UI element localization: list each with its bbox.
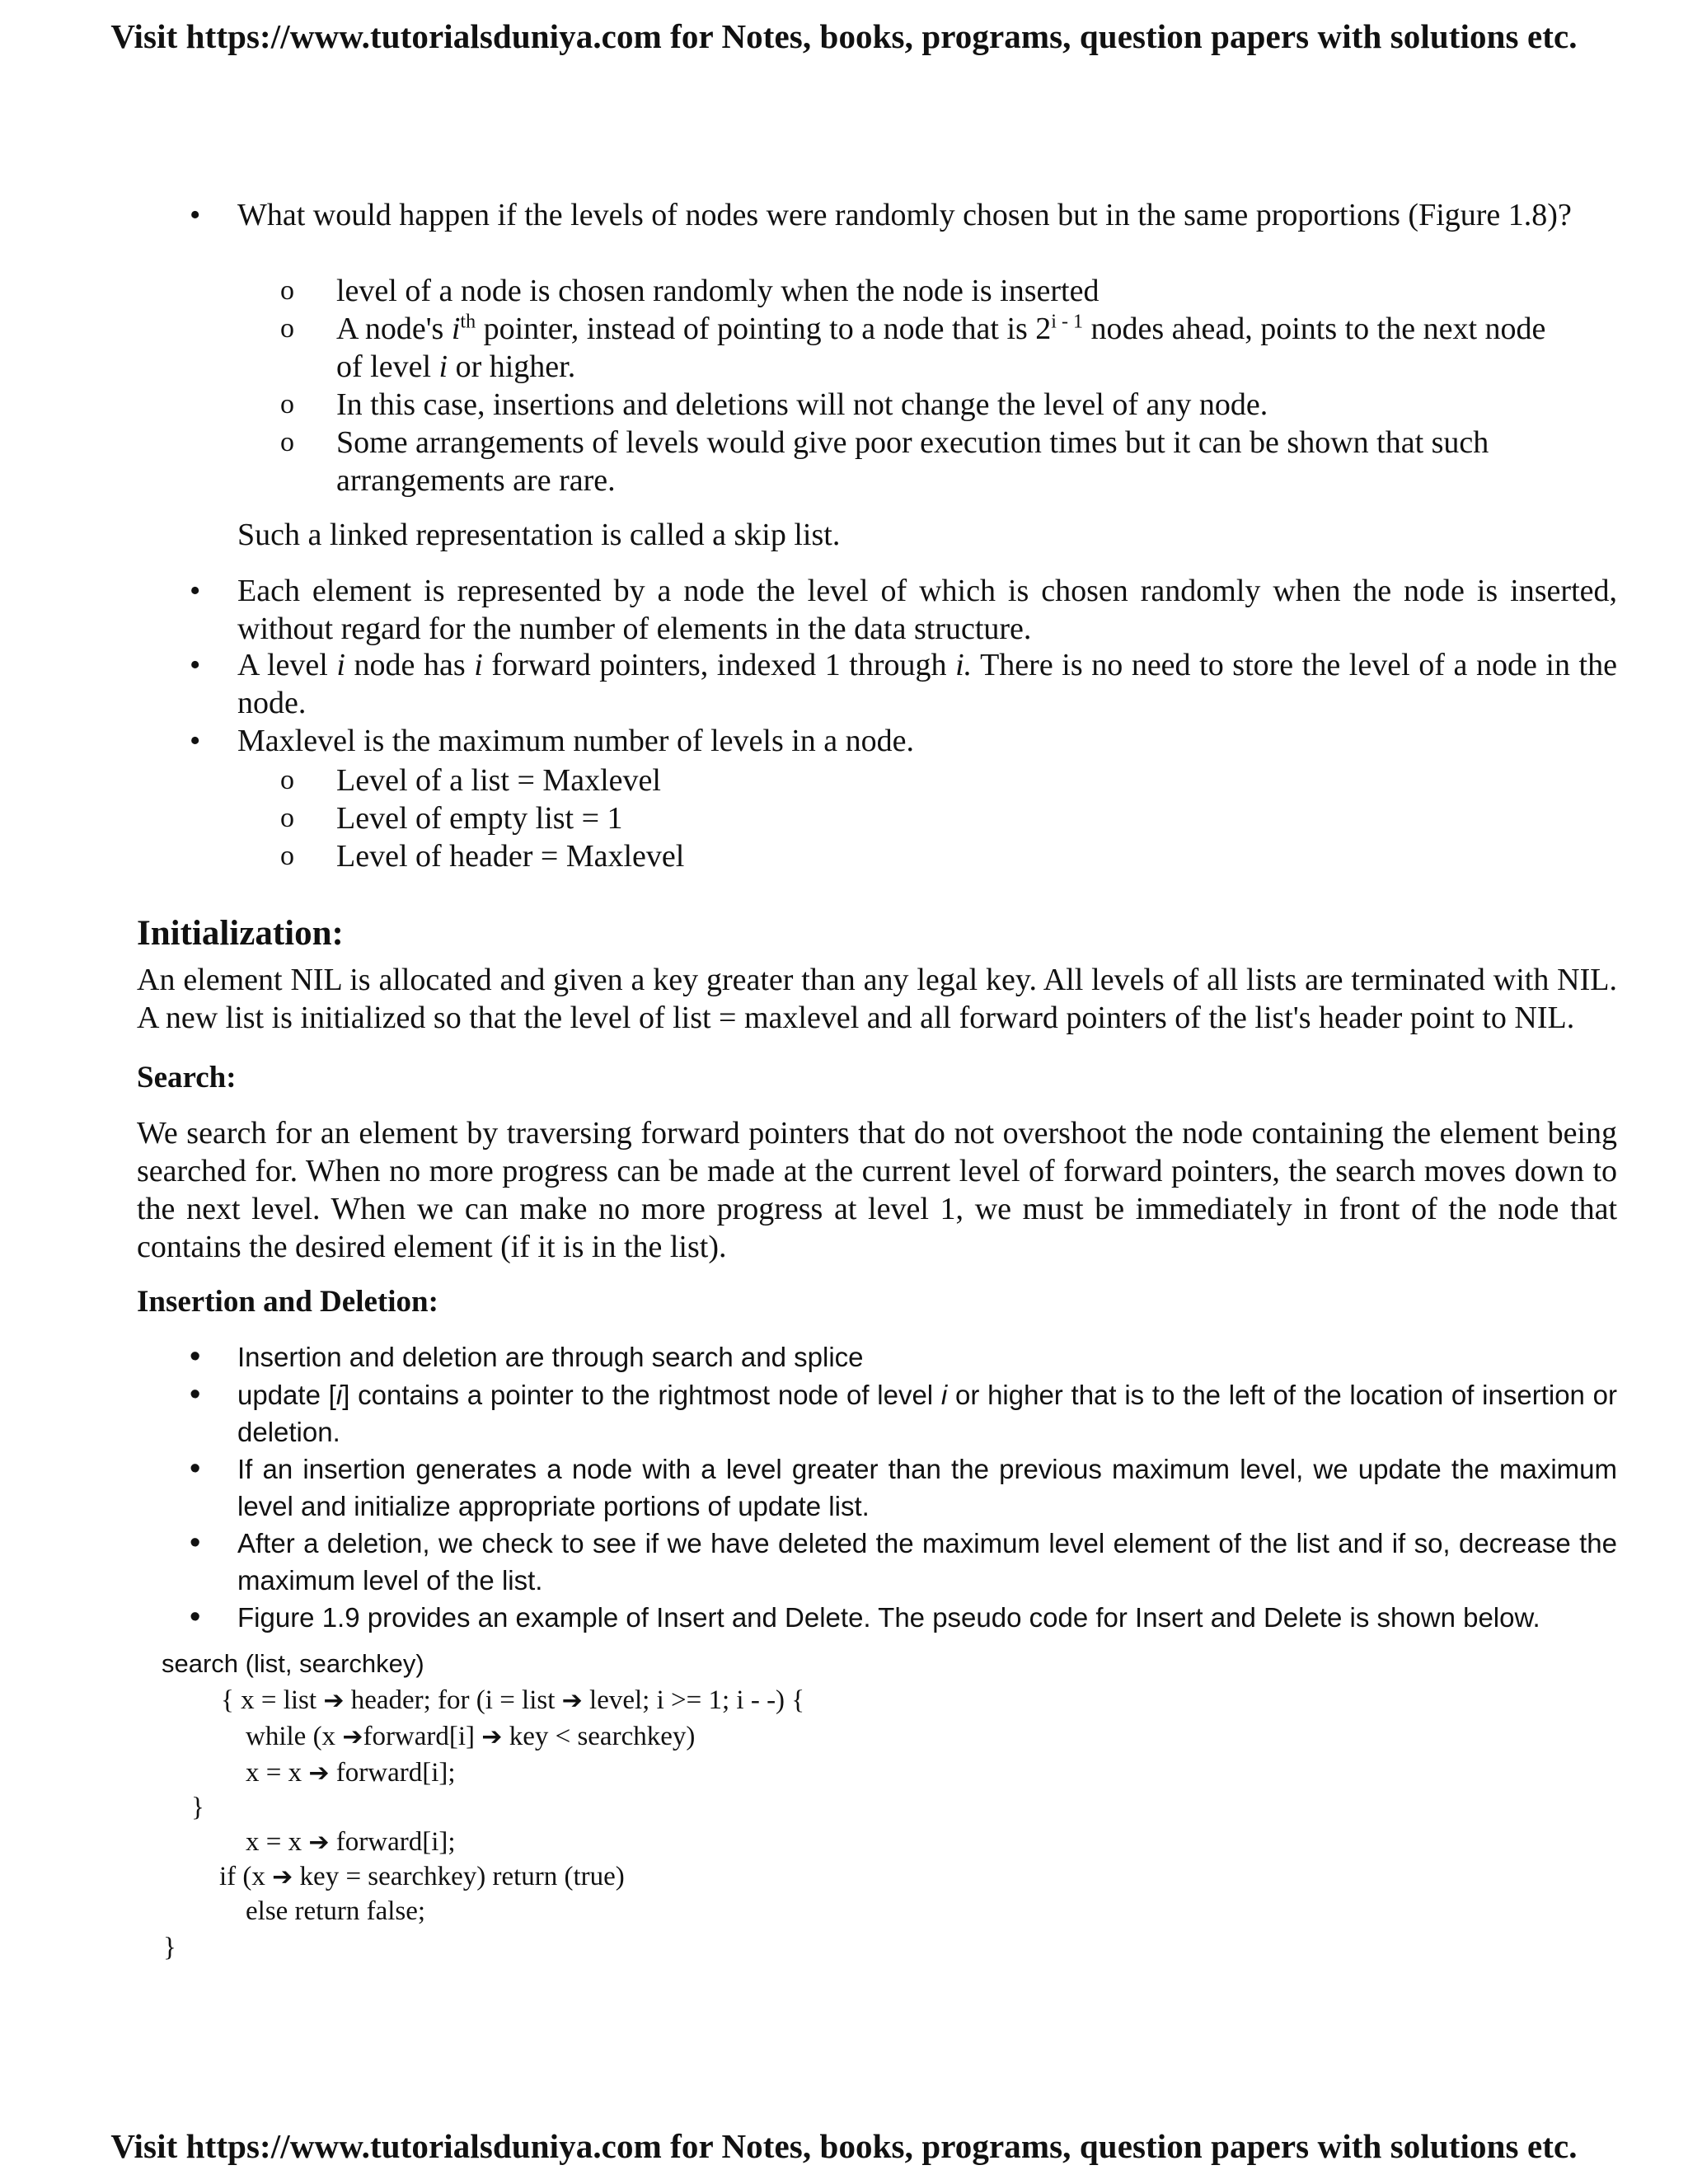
sub-bullet-circle: o [280, 313, 294, 344]
arrow-icon: ➔ [272, 1863, 293, 1891]
code-line-final-advance: x = x ➔ forward[i]; [246, 1827, 456, 1857]
bullet-question [137, 196, 1617, 275]
sub-bullet-circle: o [280, 275, 294, 306]
heading-initialization: Initialization: [137, 914, 344, 953]
paragraph-initialization: An element NIL is allocated and given a key greater than any legal key. All levels of all lists are terminated with NIL. A new list is initialized so that the level of list = maxlevel and all forward pointers of the list's header point to NIL. [137, 963, 1617, 1035]
arrow-icon: ➔ [323, 1686, 345, 1715]
code-line-close-loop: } [191, 1793, 204, 1822]
code-line-close-function: } [163, 1933, 176, 1962]
arrow-icon: ➔ [481, 1722, 503, 1751]
code-line-if: if (x ➔ key = searchkey) return (true) [219, 1862, 625, 1891]
skip-list-definition: Such a linked representation is called a skip list. [237, 518, 841, 552]
bullet-dot: • [190, 198, 201, 232]
footer-banner: Visit https://www.tutorialsduniya.com for Notes, books, programs, question papers with solutions etc. [110, 2127, 1578, 2165]
paragraph-search: We search for an element by traversing forward pointers that do not overshoot the node containing the element being searched for. When no more progress can be made at the current level of forward pointers, the search moves down to the next level. When we can make no more progress at level 1, we must be immediately in front of the node that contains the desired element (if it is in the list). [137, 1116, 1617, 1264]
code-line-signature: search (list, searchkey) [162, 1649, 424, 1678]
code-line-for-loop: { x = list ➔ header; for (i = list ➔ level; i >= 1; i - -) { [221, 1685, 805, 1715]
heading-search: Search: [137, 1061, 237, 1094]
heading-insertion-deletion: Insertion and Deletion: [137, 1285, 438, 1319]
arrow-icon: ➔ [308, 1759, 330, 1788]
code-line-else: else return false; [246, 1896, 426, 1926]
arrow-icon: ➔ [308, 1828, 330, 1857]
code-line-advance: x = x ➔ forward[i]; [246, 1758, 456, 1788]
code-line-while: while (x ➔forward[i] ➔ key < searchkey) [246, 1722, 696, 1751]
header-banner: Visit https://www.tutorialsduniya.com for Notes, books, programs, question papers with solutions etc. [110, 17, 1578, 55]
arrow-icon: ➔ [561, 1686, 583, 1715]
arrow-icon: ➔ [342, 1722, 363, 1751]
bullet-text: What would happen if the levels of nodes were randomly chosen but in the same proportions (Figure 1.8)? [237, 198, 1572, 232]
sub-bullet-circle: o [280, 389, 294, 419]
sub-bullet-circle: o [280, 427, 294, 457]
